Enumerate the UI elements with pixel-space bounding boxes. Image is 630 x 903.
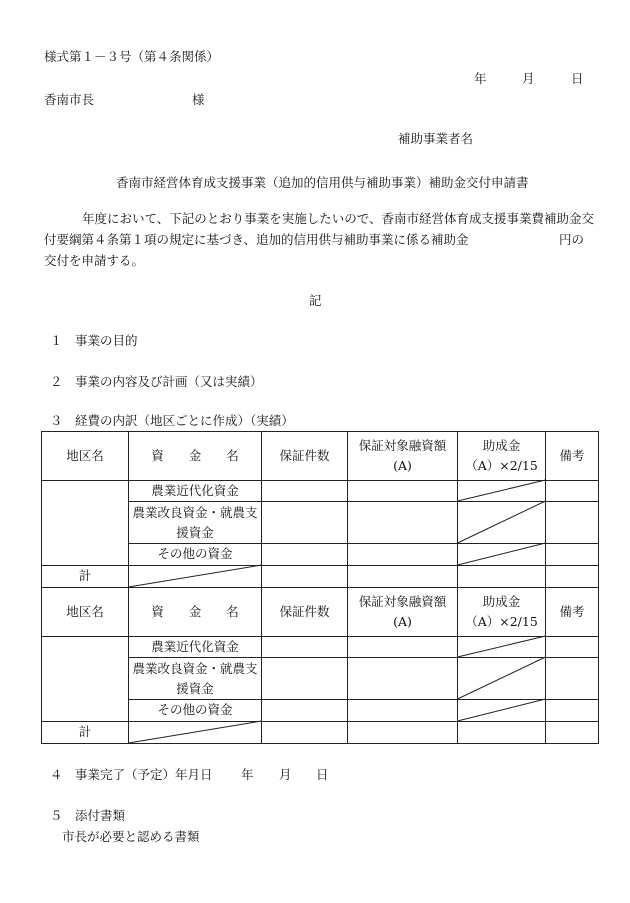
header-loan-amount: 保証対象融資額 [358, 594, 447, 609]
applicant-label: 補助事業者名 [398, 131, 474, 146]
row-fund-improvement: 農業改良資金・就農支 [132, 505, 258, 520]
section-3-expenses: ３ 経費の内訳（地区ごとに作成）（実績） [50, 413, 294, 428]
row-total: 計 [78, 568, 92, 583]
section-2-content: ２ 事業の内容及び計画（又は実績） [50, 374, 263, 389]
header-subsidy: 助成金 [482, 594, 521, 609]
addressee-honorific: 様 [192, 92, 205, 107]
body-line-2: 付要綱第４条第１項の規定に基づき、追加的信用供与補助事業に係る補助金 [44, 232, 469, 247]
row-fund-improvement: 農業改良資金・就農支 [132, 661, 258, 676]
row-fund-other: その他の資金 [157, 546, 233, 561]
header-subsidy: 助成金 [482, 438, 521, 453]
date-day: 日 [571, 71, 584, 86]
header-loan-amount: 保証対象融資額 [358, 438, 447, 453]
body-line-1: 年度において、下記のとおり事業を実施したいので、香南市経営体育成支援事業費補助金交 [82, 211, 595, 226]
header-fund-name: 資 金 名 [151, 604, 239, 619]
header-fund-name: 資 金 名 [151, 448, 239, 463]
header-remarks: 備考 [559, 604, 585, 619]
header-remarks: 備考 [559, 448, 585, 463]
completion-month: 月 [279, 767, 292, 782]
row-fund-improvement-cont: 援資金 [176, 525, 214, 540]
date-month: 月 [522, 71, 535, 86]
row-fund-modernization: 農業近代化資金 [151, 639, 239, 654]
addressee-name: 香南市長 [44, 92, 95, 107]
attachment-item: 市長が必要と認める書類 [62, 829, 200, 844]
section-5-attachments: ５ 添付書類 [50, 808, 126, 823]
header-district: 地区名 [66, 448, 104, 463]
completion-year: 年 [241, 767, 254, 782]
row-fund-improvement-cont: 援資金 [176, 681, 214, 696]
header-loan-amount-a: (A) [393, 614, 412, 629]
completion-day: 日 [316, 767, 329, 782]
document-title: 香南市経営体育成支援事業（追加的信用供与補助事業）補助金交付申請書 [116, 175, 529, 190]
date-year: 年 [474, 71, 487, 86]
ki-heading: 記 [309, 293, 322, 308]
form-number: 様式第１－３号（第４条関係） [44, 49, 220, 64]
header-guarantee-count: 保証件数 [279, 448, 330, 463]
row-total: 計 [78, 724, 92, 739]
body-line-3: 交付を申請する。 [44, 253, 145, 268]
section-1-purpose: １ 事業の目的 [50, 333, 138, 348]
header-subsidy-formula: （A）×2/15 [465, 614, 538, 629]
row-fund-other: その他の資金 [157, 702, 233, 717]
header-loan-amount-a: (A) [393, 458, 412, 473]
section-4-completion-date: ４ 事業完了（予定）年月日 [50, 767, 213, 782]
header-subsidy-formula: （A）×2/15 [465, 458, 538, 473]
header-district: 地区名 [66, 604, 104, 619]
body-line-2-yen: 円の [559, 232, 585, 247]
header-guarantee-count: 保証件数 [279, 604, 330, 619]
row-fund-modernization: 農業近代化資金 [151, 483, 239, 498]
